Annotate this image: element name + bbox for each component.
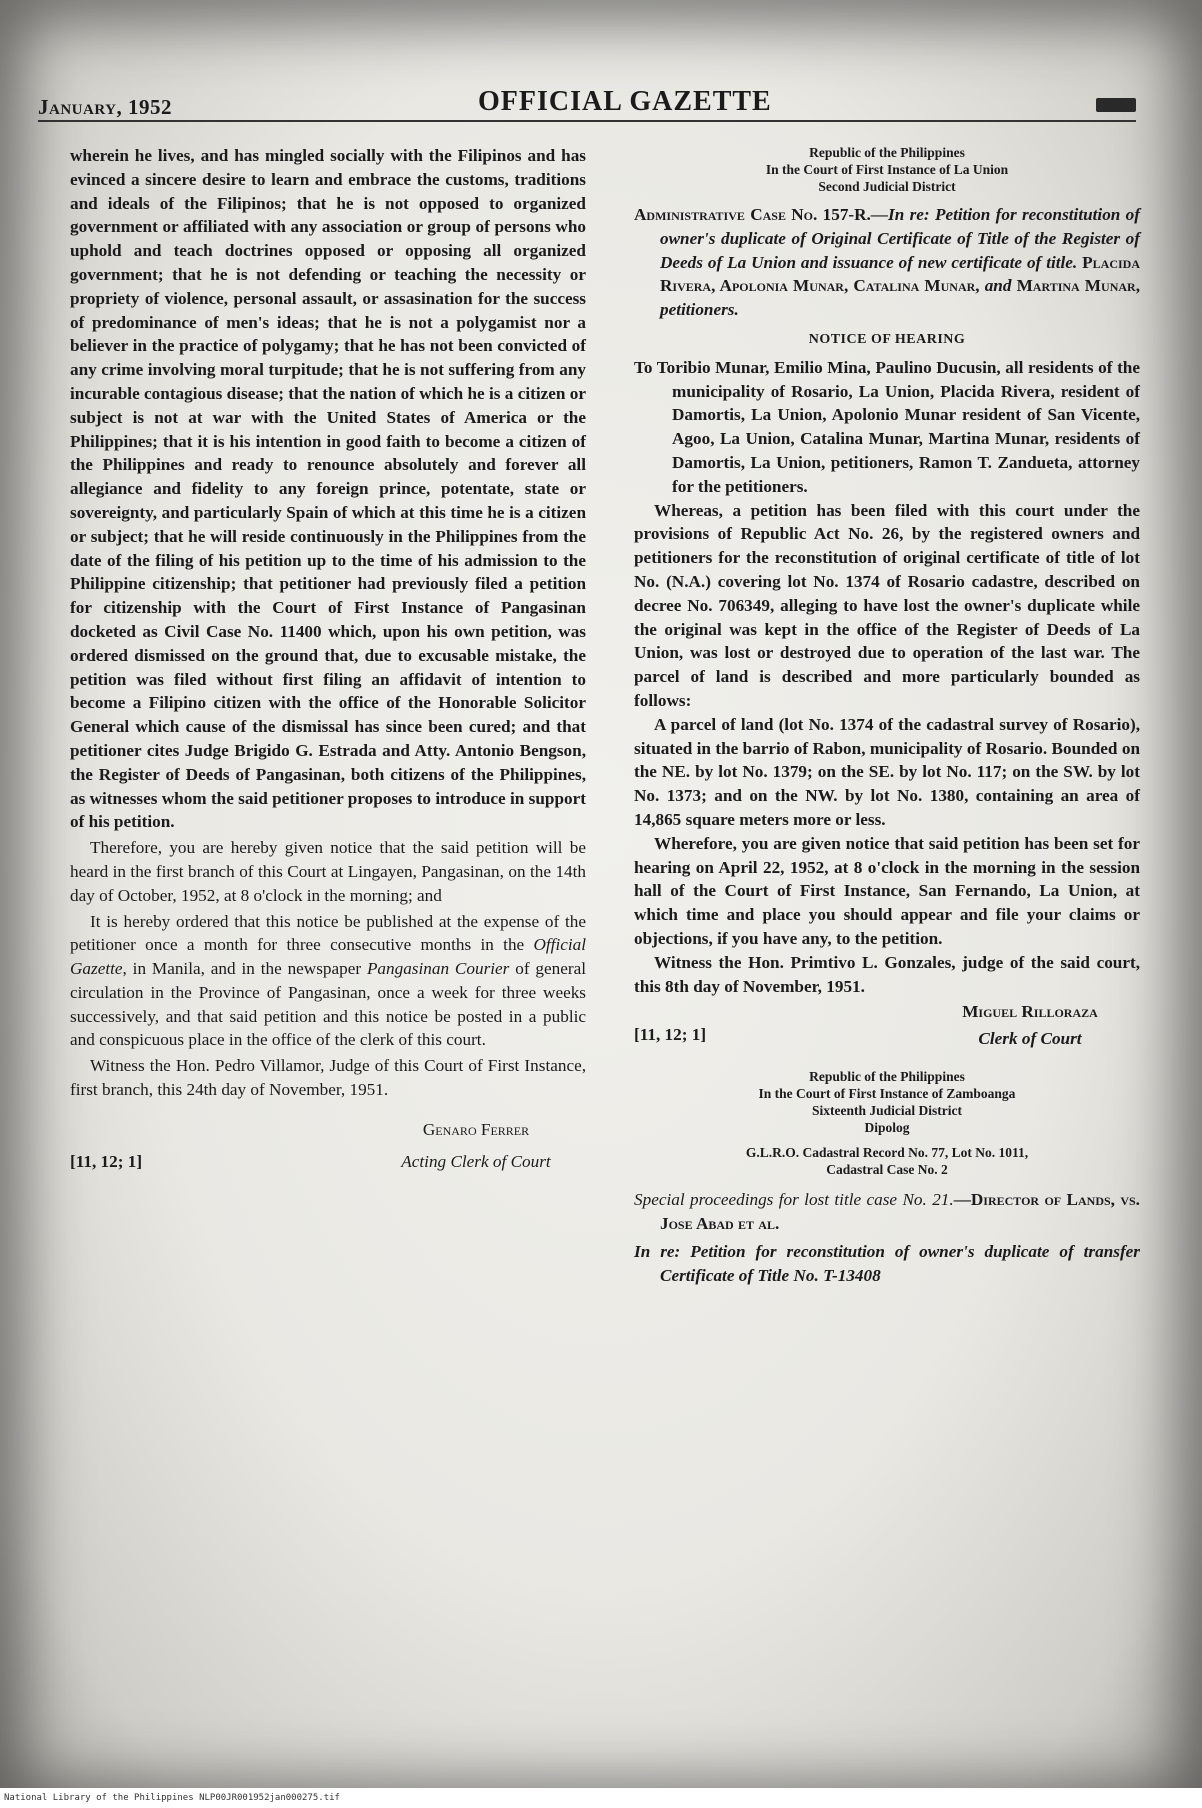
glro-line-2: Cadastral Case No. 2 [826,1162,948,1178]
left-signatory-name: Genaro Ferrer [422,1119,530,1139]
header-date: January, 1952 [38,95,172,119]
court2-line-1: Republic of the Philippines [809,1069,965,1085]
special-proceedings-a: Special proceedings for lost title case No. 21. [634,1190,954,1210]
right-signatory-role: Clerk of Court [978,1028,1082,1048]
right-signatory-name: Miguel Rilloraza [962,1002,1098,1022]
court1-line-2: In the Court of First Instance of La Union [765,162,1009,177]
page-header [38,84,1136,122]
whereas-paragraph: Whereas, a petition has been filed with this court under the provisions of Republic Act No. 26, by the registered owners and petitioners for the reconstitution of original certificate of title of lot No. (N.A.) covering lot No. 1374 of Rosario cadastre, described on decree No. 706349, alleging to have lost the owner's duplicate while the original was kept in the office of the Register of Deeds of La Union, was lost or destroyed due to operation of the last war. The parcel of land is described and more particularly bounded as follows: [634,500,1140,710]
right-column [634,144,1140,1287]
left-paragraph-2 [70,836,586,907]
in-re-petition-2: In re: Petition for reconstitution of owner's duplicate of transfer Certificate of Title No. T-13408 [634,1241,1140,1285]
case-petitioners-and: and [979,276,1017,296]
case-petitioners: Placida Rivera, Apolonia Munar, Catalina Munar, [660,252,1140,296]
court1-line-1: Republic of the Philippines [809,145,965,160]
court1-line-3: Second Judicial District [818,179,956,194]
case-petitioners-tail: petitioners. [660,300,739,320]
wherefore-paragraph: Wherefore, you are given notice that said petition has been set for hearing on April 22, 1952, at 8 o'clock in the morning in the session hall of the Court of First Instance, San Fernando, La Union, at which time and place you should appear and file your claims or objections, if you have any, to the petition. [634,833,1140,948]
case-title [634,203,1140,322]
left-publication-ref: [11, 12; 1] [70,1152,143,1172]
left-p3-part-b: , in Manila, and in the newspaper [122,959,367,979]
notice-of-hearing-heading: NOTICE OF HEARING [808,331,966,347]
left-signature-block [70,1118,586,1174]
left-p3-gazette: Official Gazette [70,935,586,979]
court-heading-zamboanga [634,1068,1140,1136]
parcel-description: A parcel of land (lot No. 1374 of the cadastral survey of Rosario), situated in the barrio of Rabon, municipality of Rosario. Bounded on the NE. by lot No. 1379; on the SE. by lot No. 117; on the SW. by lot No. 1373; and on the NW. by lot No. 1380, containing an area of 14,865 square meters more or less. [634,714,1140,829]
left-paragraph-1 [70,144,586,834]
page-number-smudge [1096,98,1136,112]
left-paragraph-4 [70,1054,586,1102]
left-p1-text: wherein he lives, and has mingled socially with the Filipinos and has evinced a sincere desire to learn and embrace the customs, traditions and ideals of the Filipinos; that he is not opposed to organized government or affiliated with any association or group of persons who uphold and teach doctrines opposed or opposing all organized government; that he is not defending or teaching the necessity or propriety of violence, personal assault, or assasination for the success of predominance of men's ideas; that he is not a polygamist nor a believer in the practice of polygamy; that he has not been convicted of any crime involving moral turpitude; that he is not suffering from any incurable contagious disease; that the nation of which he is a citizen or subject is not at war with the United States of America or the Philippines; that it is his intention in good faith to become a citizen of the Philippines and ready to renounce absolutely and forever all allegiance and fidelity to any foreign prince, potentate, state or sovereignty, and particularly Spain of which at this time he is a citizen or subject; that he will reside continuously in the Philippines from the date of the filing of his petition up to the time of his admission to the Philippine citizenship; that petitioner had previously filed a petition for citizenship with the Court of First Instance of Pangasinan docketed as Civil Case No. 11400 which, upon his own petition, was ordered dismissed on the ground that, due to excusable mistake, the petition was filed without first filing an affidavit of intention to become a Filipino citizen with the office of the Honorable Solicitor General which cause of the dismissal has since been cured; and that petitioner cites Judge Brigido G. Estrada and Atty. Antonio Bengson, the Register of Deeds of Pangasinan, both citizens of the Philippines, as witnesses whom the said petitioner proposes to introduce in support of his petition. [70,146,586,832]
glro-line-1: G.L.R.O. Cadastral Record No. 77, Lot No. 1011, [745,1145,1029,1161]
glro-record [634,1144,1140,1178]
notice-addressees: To Toribio Munar, Emilio Mina, Paulino Ducusin, all residents of the municipality of Rosario, La Union, Placida Rivera, resident of Damortis, La Union, Apolonio Munar resident of San Vicente, Agoo, La Union, Catalina Munar, Martina Munar, residents of Damortis, La Union, petitioners, Ramon T. Zandueta, attorney for the petitioners. [634,357,1140,496]
special-proceedings-b: —Director of Lands, vs. Jose Abad et al. [660,1190,1140,1234]
right-signature-block [634,1000,1140,1050]
left-signatory-role: Acting Clerk of Court [401,1152,551,1172]
court2-line-2: In the Court of First Instance of Zamboanga [758,1086,1016,1102]
court2-line-3: Sixteenth Judicial District [812,1103,962,1119]
court-heading-la-union [634,144,1140,195]
special-proceedings-title [634,1188,1140,1236]
left-paragraph-3 [70,910,586,1053]
scan-footer: National Library of the Philippines NLP00JR001952jan000275.tif [0,1788,1202,1808]
court2-line-4: Dipolog [864,1120,910,1136]
left-p3-part-c: of general circulation in the Province of Pangasinan, once a week for three weeks successively, and that said petition and this notice be posted in a public and conspicuous place in the office of the clerk of this court. [70,959,587,1050]
case-in-re: —In re: Petition for reconstitution of owner's duplicate of Original Certificate of Title of the Register of Deeds of La Union and issuance of new certificate of title. [660,205,1140,272]
case-petitioners-last: Martina Munar, [1016,276,1140,296]
left-p3-courier: Pangasinan Courier [366,959,510,979]
right-publication-ref: [11, 12; 1] [634,1024,707,1044]
header-title: OFFICIAL GAZETTE [478,86,772,117]
witness-paragraph: Witness the Hon. Primtivo L. Gonzales, judge of the said court, this 8th day of November, 1951. [634,952,1140,996]
left-p2-text: Therefore, you are hereby given notice that the said petition will be heard in the first branch of this Court at Lingayen, Pangasinan, on the 14th day of October, 1952, at 8 o'clock in the morning; and [70,838,586,905]
left-p3-part-a: It is hereby ordered that this notice be published at the expense of the petitioner once a month for three consecutive months in the [70,911,586,955]
left-column [70,144,586,1174]
case-label: Administrative Case No. 157-R. [634,205,871,224]
left-p4-text: Witness the Hon. Pedro Villamor, Judge of this Court of First Instance, first branch, this 24th day of November, 1951. [70,1056,586,1100]
